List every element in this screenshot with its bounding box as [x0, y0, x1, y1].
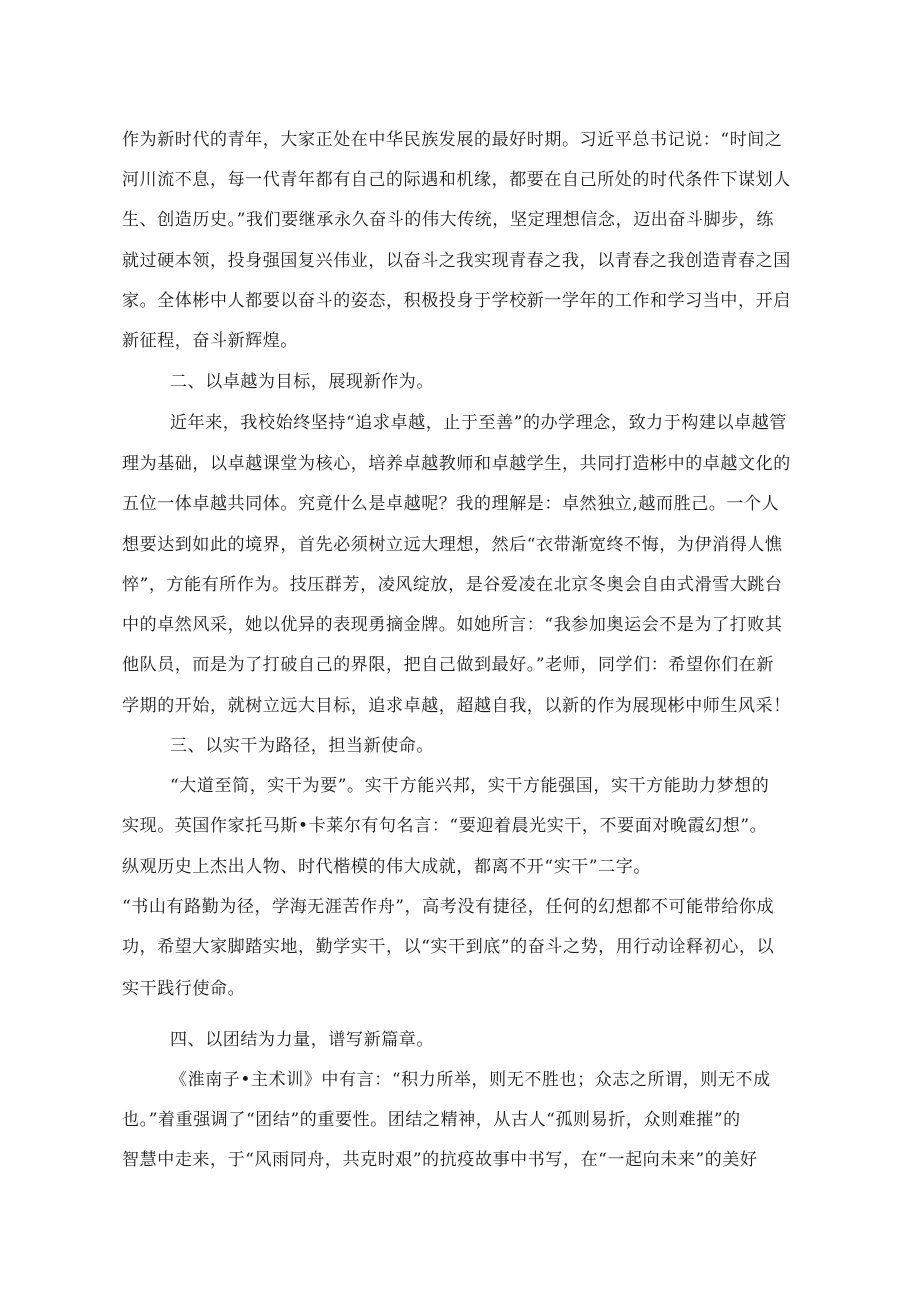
- paragraph-line: 就过硬本领，投身强国复兴伟业，以奋斗之我实现青春之我，以青春之我创造青春之国: [122, 251, 791, 271]
- paragraph-line: 智慧中走来，于“风雨同舟，共克时艰”的抗疫故事中书写，在“一起向未来”的美好: [122, 1150, 758, 1170]
- paragraph-line: 悴”，方能有所作为。技压群芳，凌风绽放，是谷爱凌在北京冬奥会自由式滑雪大跳台: [122, 575, 783, 595]
- paragraph-line: 实干践行使命。: [122, 979, 246, 999]
- paragraph-line: 他队员，而是为了打破自己的界限，把自己做到最好。”老师，同学们：希望你们在新: [122, 655, 774, 675]
- paragraph-line: “书山有路勤为径，学海无涯苦作舟”，高考没有捷径，任何的幻想都不可能带给你成: [122, 897, 775, 917]
- paragraph-line: 五位一体卓越共同体。究竟什么是卓越呢？我的理解是：卓然独立,越而胜己。一个人: [122, 494, 780, 514]
- paragraph-line: 生、创造历史。”我们要继承永久奋斗的伟大传统，坚定理想信念，迈出奋斗脚步，练: [122, 210, 774, 230]
- paragraph-line: 理为基础，以卓越课堂为核心，培养卓越教师和卓越学生，共同打造彬中的卓越文化的: [122, 454, 791, 474]
- paragraph-line: 近年来，我校始终坚持“追求卓越，止于至善”的办学理念，致力于构建以卓越管: [170, 413, 787, 433]
- section-heading: 四、以团结为力量，谱写新篇章。: [170, 1030, 434, 1050]
- section-heading: 三、以实干为路径，担当新使命。: [170, 736, 434, 756]
- section-heading: 二、以卓越为目标，展现新作为。: [170, 372, 434, 392]
- paragraph-line: 想要达到如此的境界，首先必须树立远大理想，然后“衣带渐宽终不悔，为伊消得人憔: [122, 535, 783, 555]
- paragraph-line: “大道至简，实干为要”。实干方能兴邦，实干方能强国，实干方能助力梦想的: [170, 776, 770, 796]
- paragraph-line: 《淮南子•主术训》中有言：“积力所举，则无不胜也；众志之所谓，则无不成: [170, 1070, 771, 1090]
- paragraph-line: 实现。英国作家托马斯•卡莱尔有句名言：“要迎着晨光实干，不要面对晚霞幻想”。: [122, 816, 768, 836]
- paragraph-line: 纵观历史上杰出人物、时代楷模的伟大成就，都离不开“实干”二字。: [122, 857, 651, 877]
- paragraph-line: 也。”着重强调了“团结”的重要性。团结之精神，从古人“孤则易折，众则难摧”的: [122, 1110, 741, 1130]
- paragraph-line: 中的卓然风采，她以优异的表现勇摘金牌。如她所言：“我参加奥运会不是为了打败其: [122, 615, 783, 635]
- paragraph-line: 作为新时代的青年，大家正处在中华民族发展的最好时期。习近平总书记说：“时间之: [122, 130, 783, 150]
- paragraph-line: 河川流不息，每一代青年都有自己的际遇和机缘，都要在自己所处的时代条件下谋划人: [122, 170, 791, 190]
- paragraph-line: 学期的开始，就树立远大目标，追求卓越，超越自我，以新的作为展现彬中师生风采！: [122, 696, 791, 716]
- paragraph-line: 新征程，奋斗新辉煌。: [122, 331, 298, 351]
- paragraph-line: 功，希望大家脚踏实地，勤学实干，以“实干到底”的奋斗之势，用行动诠释初心，以: [122, 937, 775, 957]
- paragraph-line: 家。全体彬中人都要以奋斗的姿态，积极投身于学校新一学年的工作和学习当中，开启: [122, 291, 791, 311]
